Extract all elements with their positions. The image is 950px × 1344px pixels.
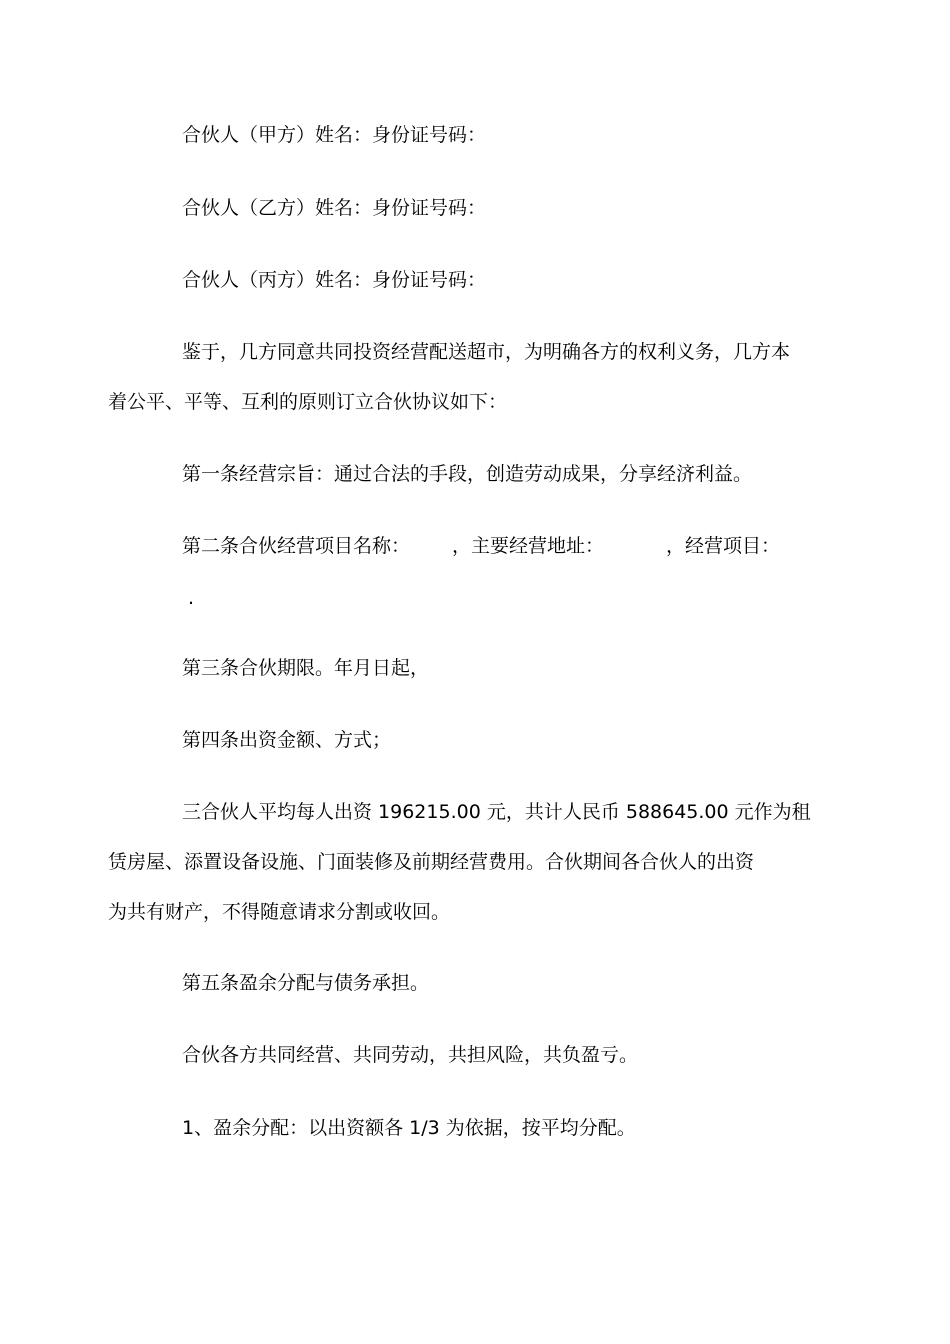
- contribution-line-1: 三合伙人平均每人出资 196215.00 元，共计人民币 588645.00 元作为租: [182, 801, 811, 823]
- article-2-address-label: ，主要经营地址：: [452, 535, 605, 557]
- article-1-text: 第一条经营宗旨：通过合法的手段，创造劳动成果，分享经济利益。: [182, 463, 753, 485]
- preamble-line-1: 鉴于，几方同意共同投资经营配送超市，为明确各方的权利义务，几方本: [182, 341, 791, 363]
- party-b-text: 合伙人（乙方）姓名：身份证号码：: [182, 197, 487, 219]
- party-c-line: [145, 255, 800, 305]
- article-3-text: 第三条合伙期限。年月日起，: [182, 657, 430, 679]
- contribution-paragraph: [108, 787, 811, 937]
- contribution-line-2: 赁房屋、添置设备设施、门面装修及前期经营费用。合伙期间各合伙人的出资: [108, 851, 755, 873]
- article-5-paragraph: [145, 958, 800, 1008]
- article-4-text: 第四条出资金额、方式；: [182, 729, 392, 751]
- article-2-line: [145, 521, 800, 571]
- party-b-line: [145, 183, 800, 233]
- preamble-paragraph: [108, 327, 800, 427]
- article-2-items-label: ，经营项目：: [666, 535, 781, 557]
- party-c-text: 合伙人（丙方）姓名：身份证号码：: [182, 269, 487, 291]
- contribution-line-3: 为共有财产，不得随意请求分割或收回。: [108, 901, 451, 923]
- profit-distribution-text: 1、盈余分配：以出资额各 1/3 为依据，按平均分配。: [182, 1117, 636, 1139]
- joint-operation-paragraph: [145, 1030, 800, 1080]
- article-4-paragraph: [145, 715, 800, 765]
- preamble-line-2: 着公平、平等、互利的原则订立合伙协议如下：: [108, 391, 508, 413]
- joint-operation-text: 合伙各方共同经营、共同劳动，共担风险，共负盈亏。: [182, 1044, 639, 1066]
- article-2-paragraph: [145, 521, 800, 571]
- party-a-text: 合伙人（甲方）姓名：身份证号码：: [182, 124, 487, 146]
- party-a-line: [145, 110, 800, 160]
- profit-distribution-paragraph: [145, 1103, 800, 1153]
- article-2-continuation: .: [188, 587, 195, 609]
- article-5-text: 第五条盈余分配与债务承担。: [182, 972, 430, 994]
- article-2-project-name-label: 第二条合伙经营项目名称：: [182, 535, 411, 557]
- article-3-paragraph: [145, 643, 800, 693]
- article-1-paragraph: [145, 449, 800, 499]
